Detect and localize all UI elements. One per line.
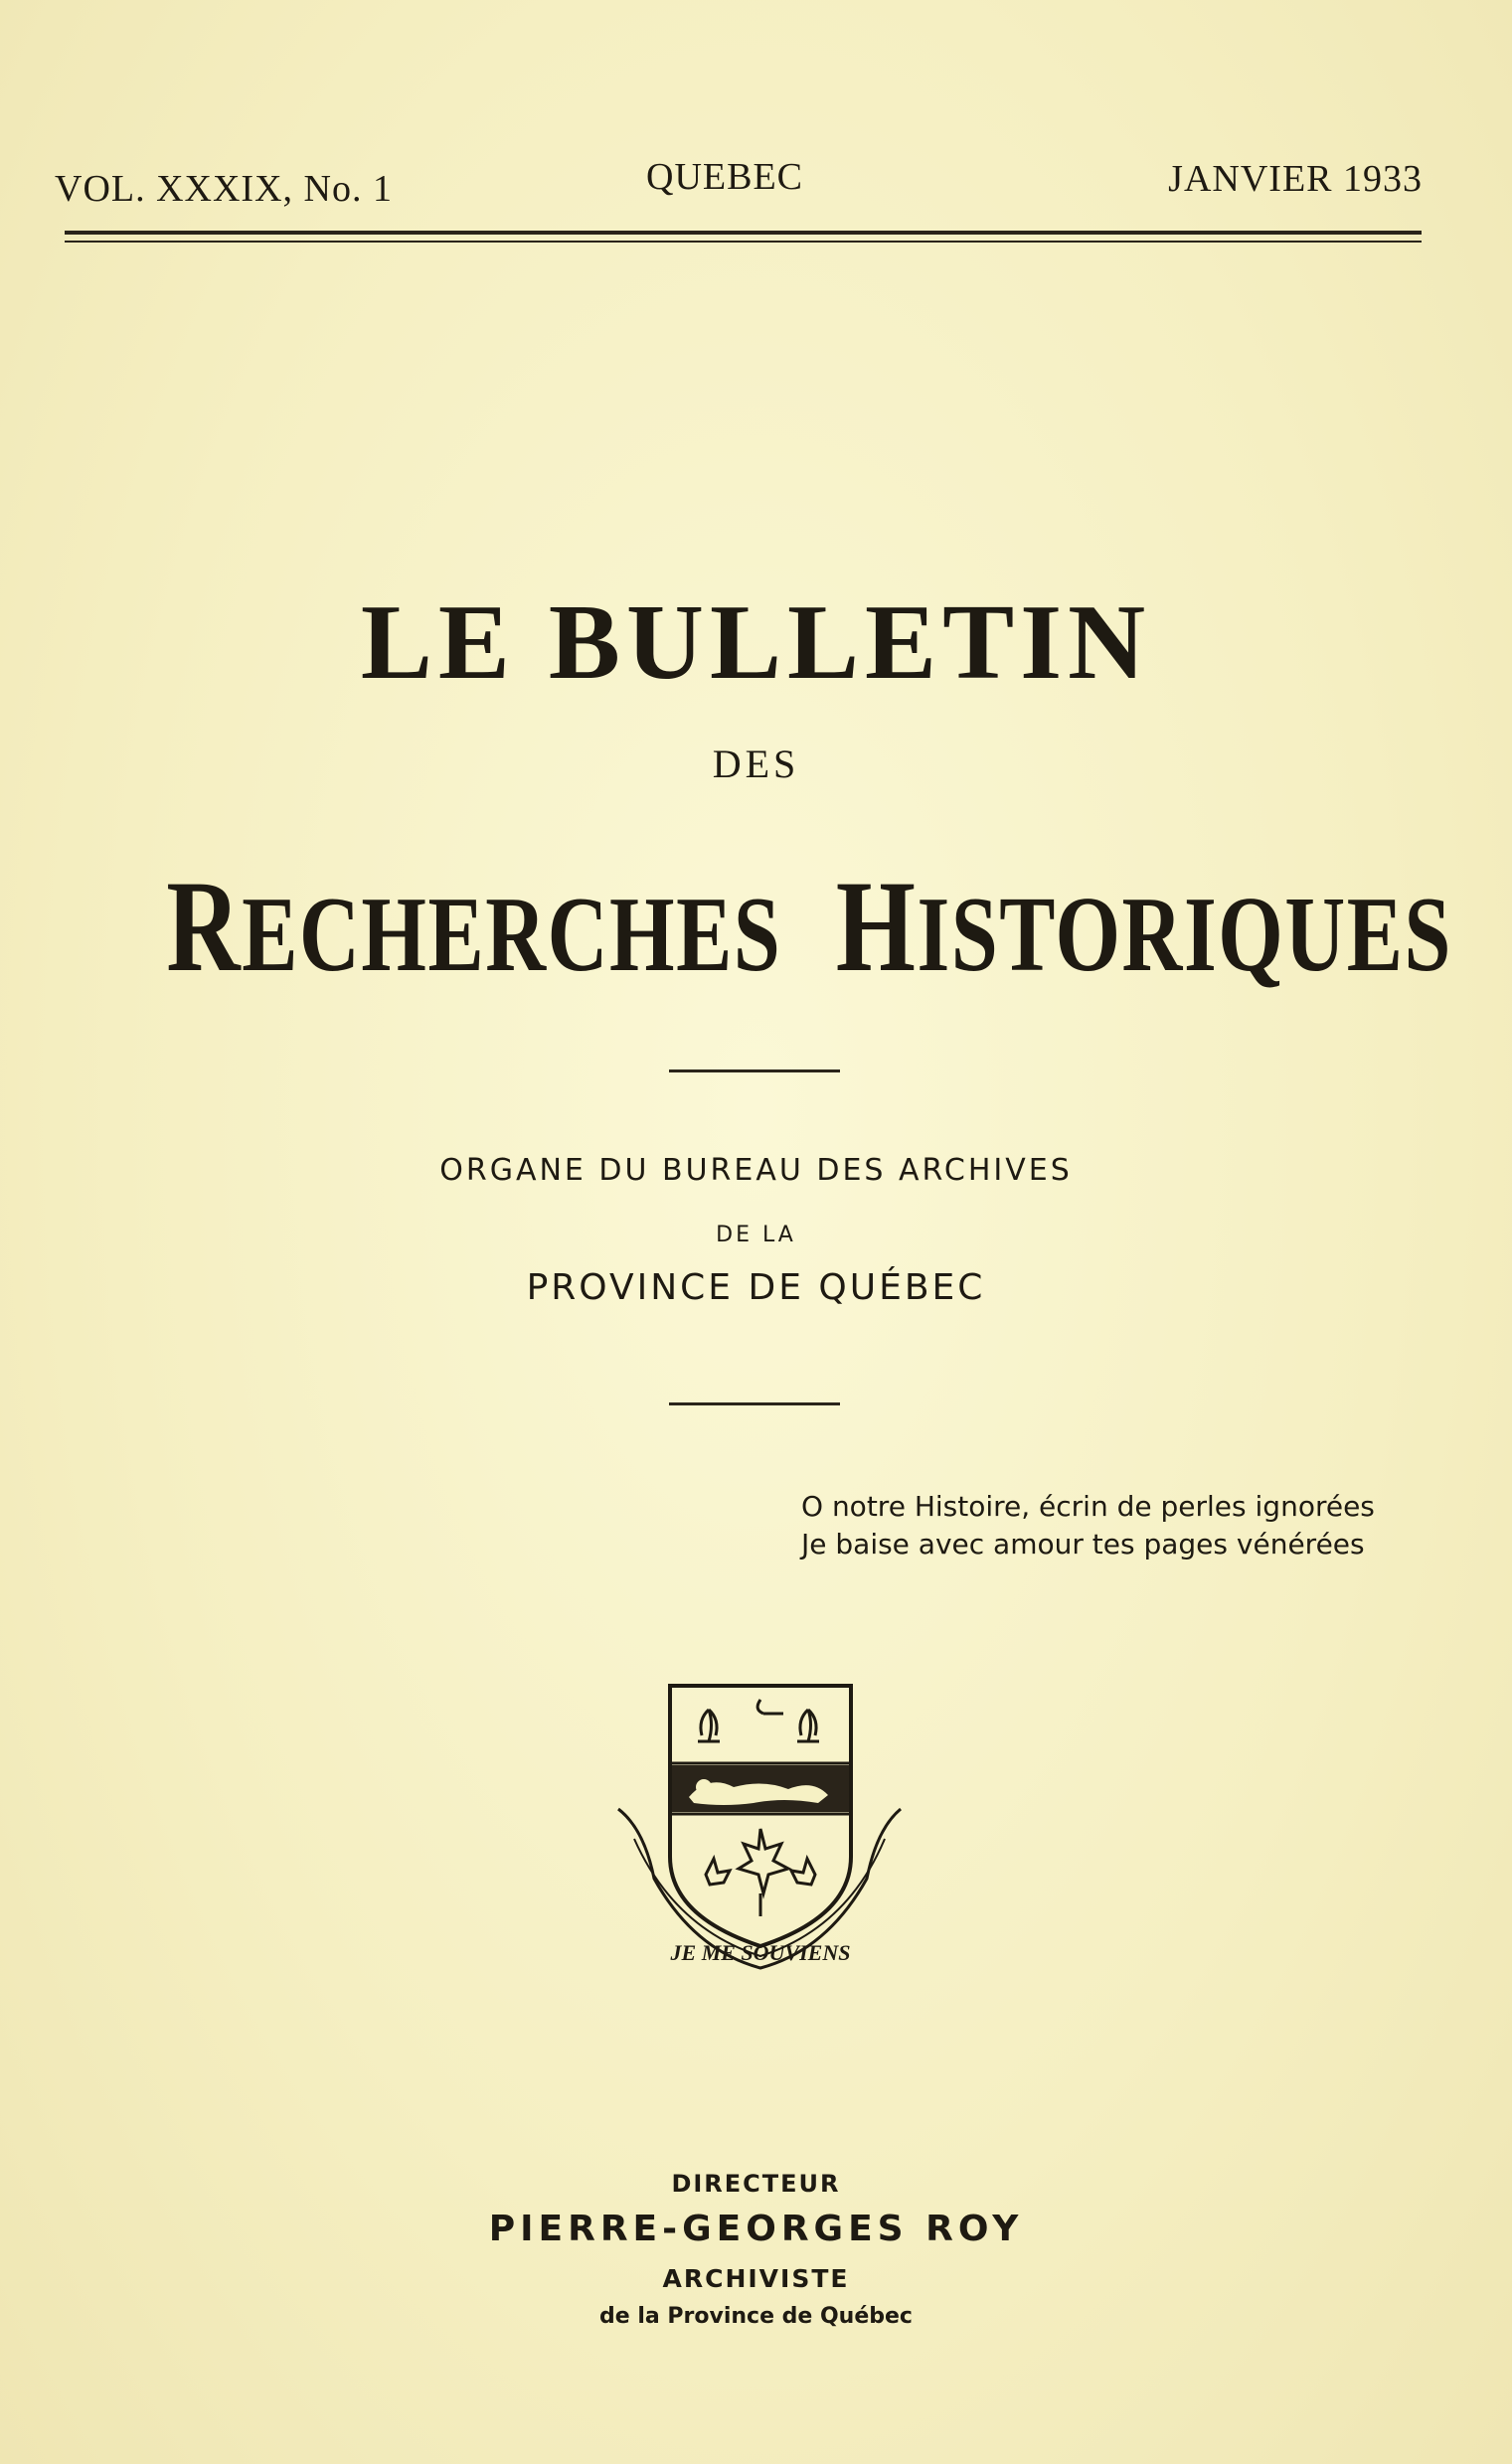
- coat-of-arms-icon: [614, 1680, 905, 1978]
- title-word-historiques: ISTORIQUES: [917, 876, 1452, 994]
- title-line-1: LE BULLETIN: [360, 583, 1152, 702]
- subtitle-line-1: ORGANE DU BUREAU DES ARCHIVES: [439, 1153, 1073, 1188]
- volume-number: VOL. XXXIX, No. 1: [55, 168, 393, 210]
- title-initial-h: H: [835, 853, 918, 999]
- header-rule: [65, 231, 1422, 235]
- publication-date: JANVIER 1933: [1168, 158, 1423, 200]
- divider-rule: [669, 1402, 840, 1405]
- title-line-3: [166, 850, 1452, 1002]
- director-label: DIRECTEUR: [671, 2170, 841, 2198]
- motto-text: JE ME SOUVIENS: [670, 1940, 851, 1965]
- director-name: PIERRE-GEORGES ROY: [488, 2209, 1024, 2249]
- director-title: ARCHIVISTE: [662, 2264, 850, 2293]
- header-rule-thin: [65, 241, 1422, 243]
- subtitle-line-2: DE LA: [716, 1223, 796, 1247]
- epigraph-line-1: O notre Histoire, écrin de perles ignorées: [801, 1490, 1375, 1523]
- title-line-2: DES: [712, 741, 800, 786]
- epigraph-line-2: Je baise avec amour tes pages vénérées: [801, 1528, 1365, 1561]
- divider-rule: [669, 1069, 840, 1072]
- title-initial-r: R: [166, 853, 243, 999]
- epigraph: [801, 1488, 1375, 1563]
- title-word-recherches: ECHERCHES: [242, 876, 782, 994]
- publication-city: QUEBEC: [646, 156, 803, 198]
- subtitle-line-3: PROVINCE DE QUÉBEC: [526, 1267, 986, 1308]
- director-affiliation: de la Province de Québec: [599, 2304, 913, 2329]
